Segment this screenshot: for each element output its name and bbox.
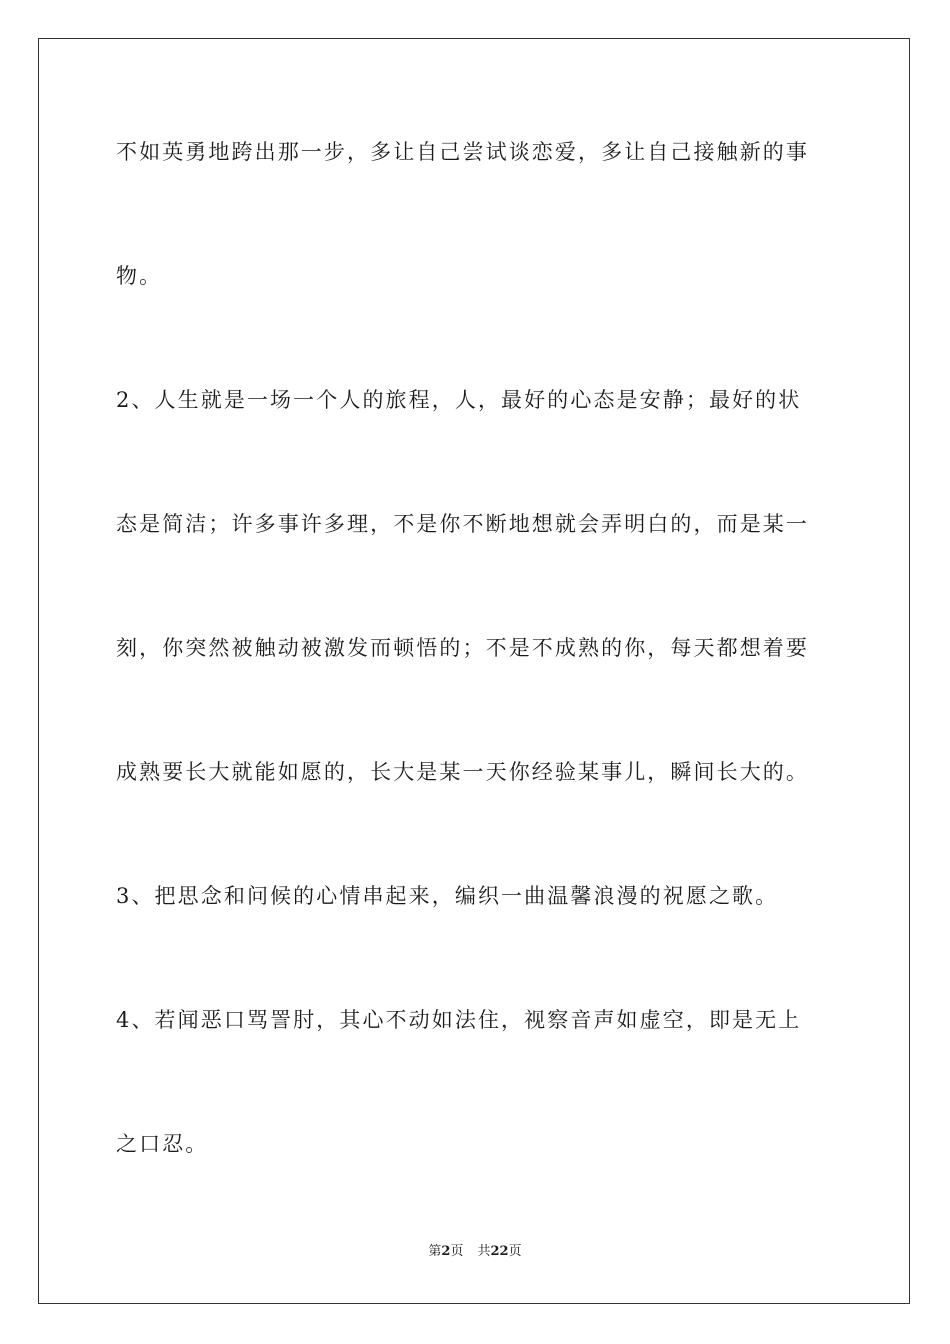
text-line-9: 之口忍。 xyxy=(116,1132,209,1156)
text-line-4: 态是简洁；许多事许多理，不是你不断地想就会弄明白的，而是某一 xyxy=(116,512,809,536)
page-border xyxy=(38,38,910,1304)
text-line-6: 成熟要长大就能如愿的，长大是某一天你经验某事儿，瞬间长大的。 xyxy=(116,760,809,784)
text-line-7: 3、把思念和问候的心情串起来，编织一曲温馨浪漫的祝愿之歌。 xyxy=(116,884,779,908)
text-line-8: 4、若闻恶口骂詈肘，其心不动如法住，视察音声如虚空，即是无上 xyxy=(116,1008,802,1032)
text-line-2: 物。 xyxy=(116,264,163,288)
total-page-count: 22 xyxy=(490,1244,509,1259)
page-footer xyxy=(0,1243,950,1261)
total-suffix: 页 xyxy=(508,1244,522,1259)
text-line-5: 刻，你突然被触动被激发而顿悟的；不是不成熟的你，每天都想着要 xyxy=(116,636,809,660)
current-page-number: 2 xyxy=(441,1244,451,1259)
total-prefix: 共 xyxy=(477,1244,491,1259)
text-line-3: 2、人生就是一场一个人的旅程，人，最好的心态是安静；最好的状 xyxy=(116,388,802,412)
page-suffix: 页 xyxy=(450,1244,464,1259)
page-prefix: 第 xyxy=(428,1244,442,1259)
text-line-1: 不如英勇地跨出那一步，多让自己尝试谈恋爱，多让自己接触新的事 xyxy=(116,140,809,164)
